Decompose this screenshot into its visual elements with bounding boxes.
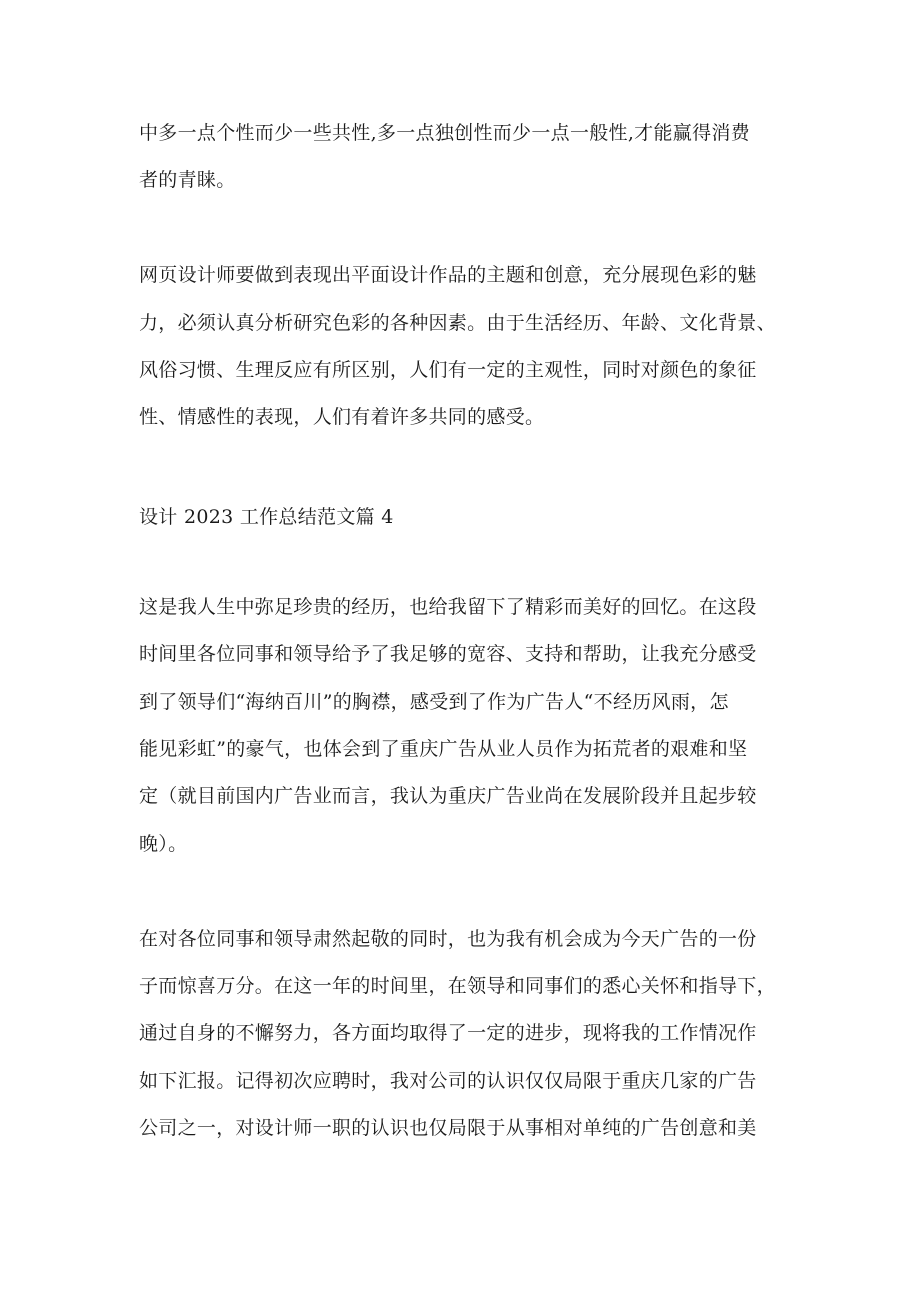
paragraph-2-line-2: 力，必须认真分析研究色彩的各种因素。由于生活经历、年龄、文化背景、 [139, 312, 776, 334]
paragraph-1-line-1: 中多一点个性而少一些共性,多一点独创性而少一点一般性,才能赢得消费 [139, 122, 750, 144]
paragraph-2-line-3: 风俗习惯、生理反应有所区别，人们有一定的主观性，同时对颜色的象征 [139, 359, 757, 381]
paragraph-3-line-6: 晚）。 [139, 833, 188, 855]
paragraph-3-line-3: 到了领导们“海纳百川”的胸襟，感受到了作为广告人“不经历风雨，怎 [139, 691, 729, 713]
paragraph-4-line-3: 通过自身的不懈努力，各方面均取得了一定的进步，现将我的工作情况作 [139, 1022, 757, 1044]
paragraph-3-line-2: 时间里各位同事和领导给予了我足够的宽容、支持和帮助，让我充分感受 [139, 643, 757, 665]
paragraph-3-line-1: 这是我人生中弥足珍贵的经历，也给我留下了精彩而美好的回忆。在这段 [139, 596, 757, 618]
paragraph-4-line-2: 子而惊喜万分。在这一年的时间里，在领导和同事们的悉心关怀和指导下， [139, 975, 776, 997]
paragraph-2-line-4: 性、情感性的表现，人们有着许多共同的感受。 [139, 406, 545, 428]
paragraph-4-line-5: 公司之一，对设计师一职的认识也仅局限于从事相对单纯的广告创意和美 [139, 1117, 757, 1139]
section-heading: 设计 2023 工作总结范文篇 4 [139, 506, 394, 528]
paragraph-2-line-1: 网页设计师要做到表现出平面设计作品的主题和创意，充分展现色彩的魅 [139, 264, 757, 286]
paragraph-3-line-5: 定（就目前国内广告业而言，我认为重庆广告业尚在发展阶段并且起步较 [139, 785, 757, 807]
paragraph-1-line-2: 者的青睐。 [139, 169, 236, 191]
paragraph-4-line-4: 如下汇报。记得初次应聘时，我对公司的认识仅仅局限于重庆几家的广告 [139, 1070, 757, 1092]
paragraph-3-line-4: 能见彩虹”的豪气，也体会到了重庆广告从业人员作为拓荒者的艰难和坚 [139, 738, 748, 760]
paragraph-4-line-1: 在对各位同事和领导肃然起敬的同时，也为我有机会成为今天广告的一份 [139, 928, 757, 950]
